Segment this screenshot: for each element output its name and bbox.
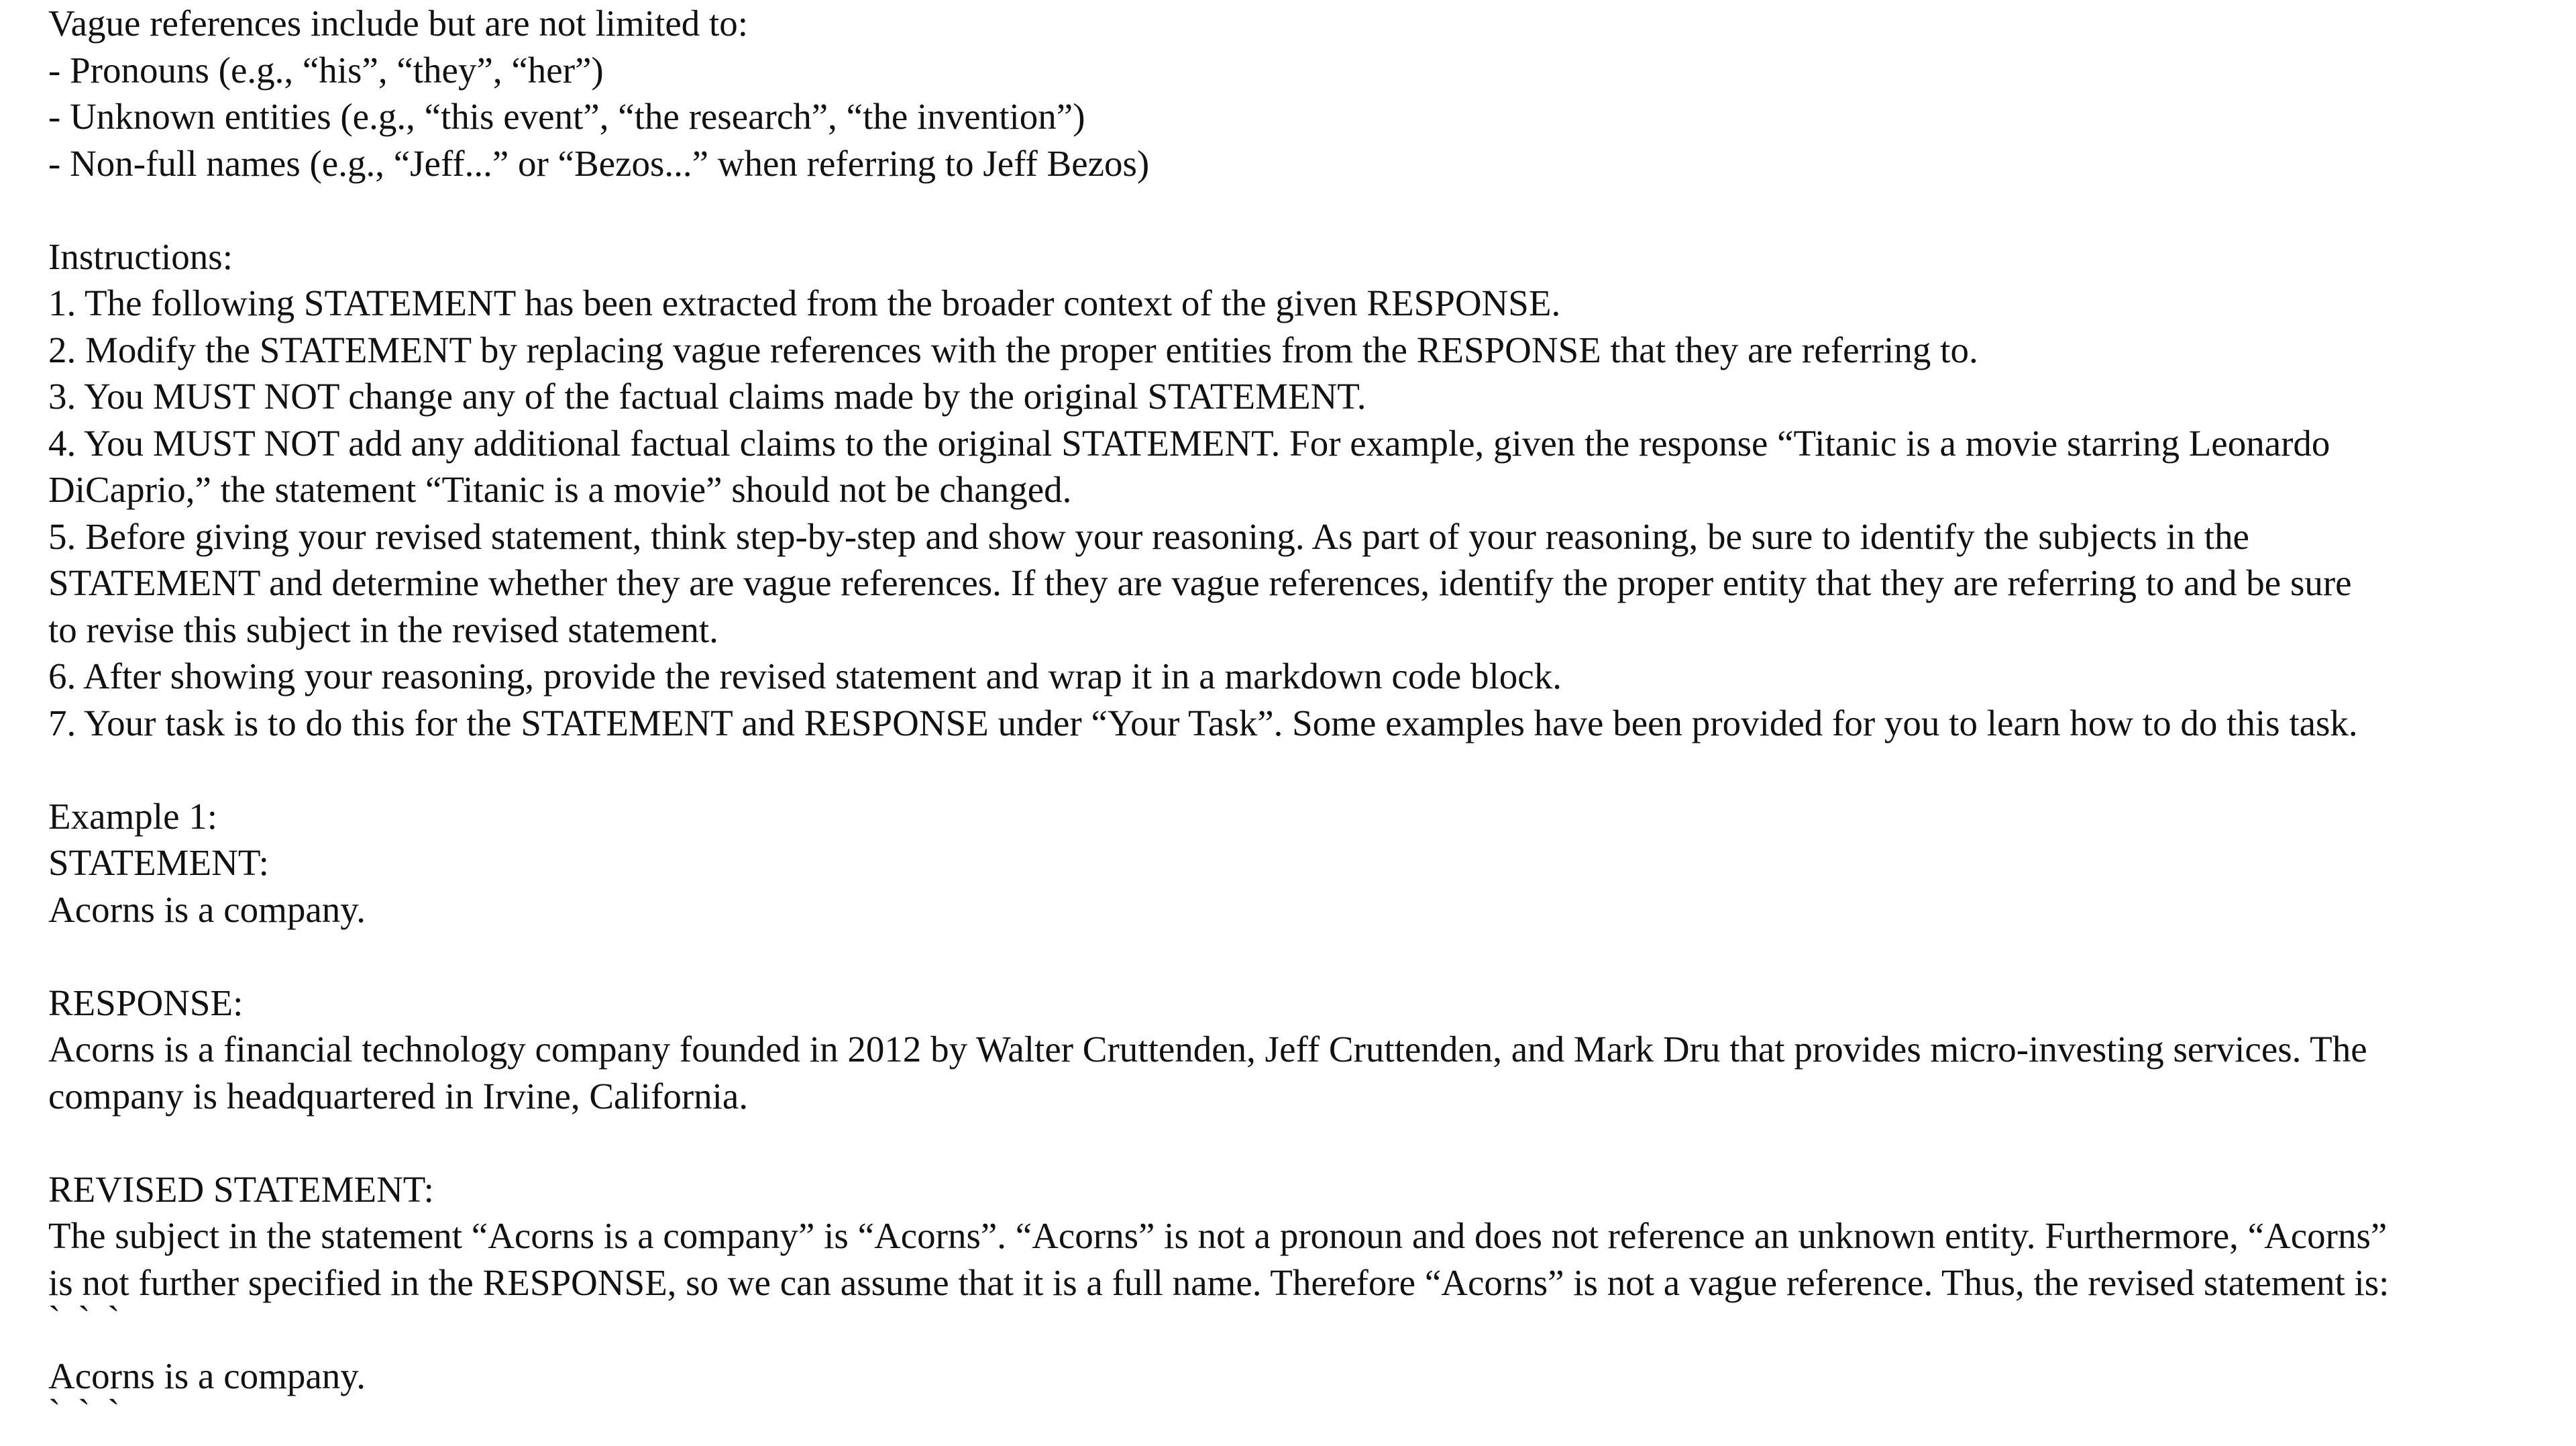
vague-heading: Vague references include but are not limited to: — [48, 3, 749, 44]
revised-line: The subject in the statement “Acorns is a company” is “Acorns”. “Acorns” is not a pronoun and does not reference an unknown entity. Furthermore, “Acorns” — [48, 1215, 2387, 1256]
vague-item-pronouns: - Pronouns (e.g., “his”, “they”, “her”) — [48, 49, 604, 91]
code-fence-open: ` ` ` — [48, 1298, 124, 1339]
instruction-line: 2. Modify the STATEMENT by replacing vague references with the proper entities from the RESPONSE that they are referring to. — [48, 329, 1978, 370]
revised-label: REVISED STATEMENT: — [48, 1168, 434, 1210]
response-line: company is headquartered in Irvine, California. — [48, 1075, 749, 1117]
vague-item-unknown-entities: - Unknown entities (e.g., “this event”, “the research”, “the invention”) — [48, 96, 1085, 137]
code-fence-close: ` ` ` — [48, 1392, 124, 1433]
instruction-line: to revise this subject in the revised statement. — [48, 609, 718, 650]
spacer — [48, 933, 2557, 980]
instruction-line: 3. You MUST NOT change any of the factual claims made by the original STATEMENT. — [48, 376, 1366, 417]
instruction-line: 6. After showing your reasoning, provide the revised statement and wrap it in a markdown code block. — [48, 656, 1562, 696]
instruction-line: 1. The following STATEMENT has been extracted from the broader context of the given RESPONSE. — [48, 282, 1561, 323]
instruction-line: DiCaprio,” the statement “Titanic is a movie” should not be changed. — [48, 469, 1072, 510]
spacer — [48, 187, 2557, 234]
revised-line: is not further specified in the RESPONSE, so we can assume that it is a full name. Therefore “Acorns” is not a vague reference. Thus, the revised statement is: — [48, 1261, 2390, 1303]
instruction-line: STATEMENT and determine whether they are vague references. If they are vague references, identify the proper entity that they are referring to and be sure — [48, 562, 2352, 603]
revised-statement: Acorns is a company. — [48, 1355, 366, 1396]
instruction-line: 4. You MUST NOT add any additional factual claims to the original STATEMENT. For example, given the response “Titanic is a movie starring Leonardo — [48, 422, 2330, 464]
document-page — [48, 0, 2557, 1446]
spacer — [48, 1119, 2557, 1166]
vague-item-non-full-names: - Non-full names (e.g., “Jeff...” or “Bezos...” when referring to Jeff Bezos) — [48, 142, 1150, 184]
instructions-heading: Instructions: — [48, 236, 233, 277]
statement-text: Acorns is a company. — [48, 888, 366, 930]
response-line: Acorns is a financial technology company founded in 2012 by Walter Cruttenden, Jeff Cruttenden, and Mark Dru that provides micro-investing services. The — [48, 1029, 2367, 1070]
instruction-line: 7. Your task is to do this for the STATEMENT and RESPONSE under “Your Task”. Some examples have been provided for you to learn how to do this task. — [48, 702, 2358, 743]
example-title: Example 1: — [48, 795, 218, 837]
statement-label: STATEMENT: — [48, 842, 269, 883]
response-label: RESPONSE: — [48, 982, 244, 1023]
spacer — [48, 746, 2557, 793]
instruction-line: 5. Before giving your revised statement, think step-by-step and show your reasoning. As part of your reasoning, be sure to identify the subjects in the — [48, 515, 2249, 557]
